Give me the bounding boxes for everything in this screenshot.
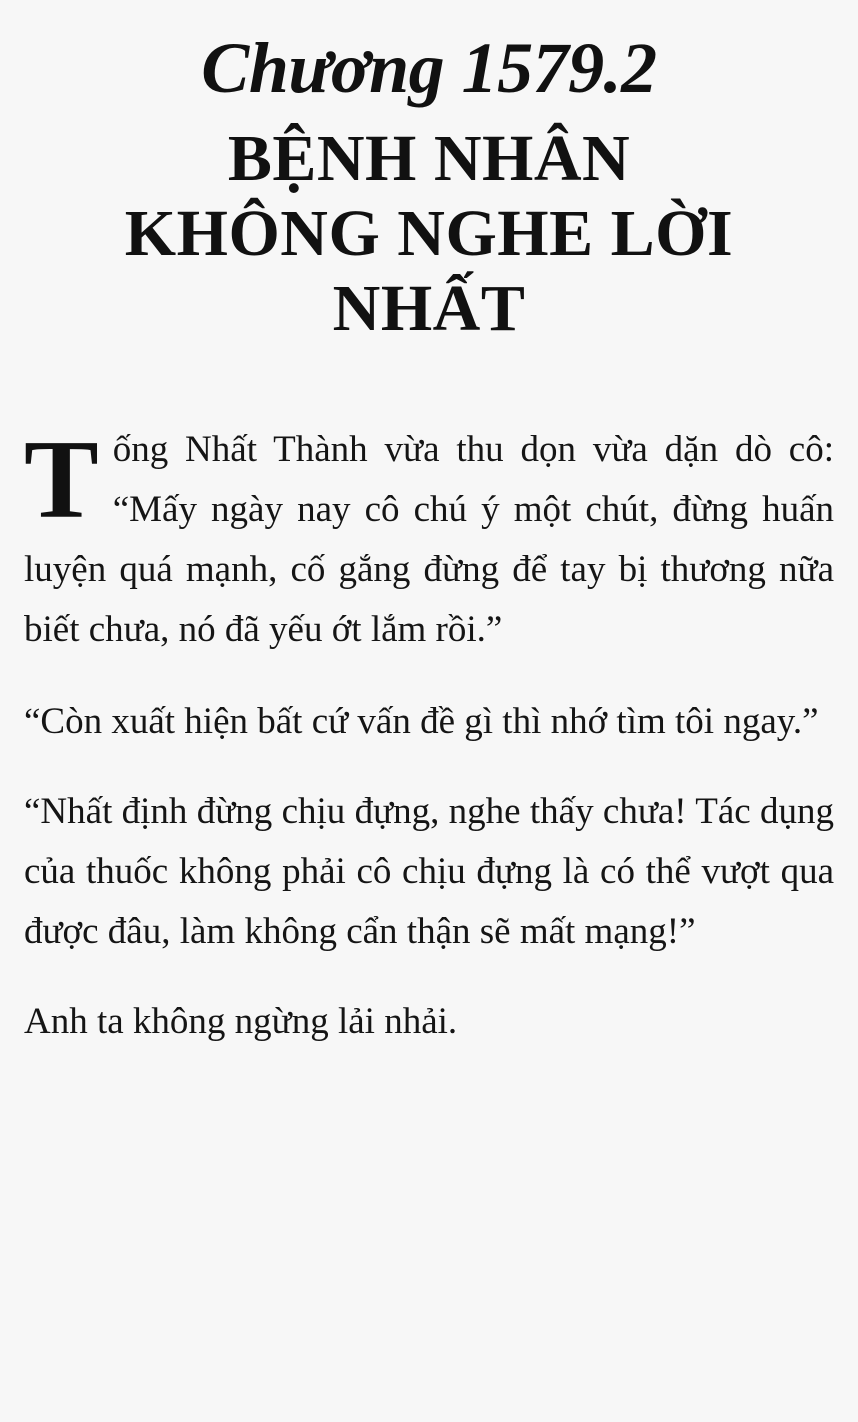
chapter-title bbox=[24, 121, 834, 347]
chapter-title-line-2: KHÔNG NGHE LỜI bbox=[124, 196, 734, 270]
chapter-body bbox=[24, 420, 834, 1051]
chapter-number: Chương 1579.2 bbox=[201, 28, 657, 108]
paragraph: Tống Nhất Thành vừa thu dọn vừa dặn dò cô: “Mấy ngày nay cô chú ý một chút, đừng huấn luyện quá mạnh, cố gắng đừng để tay bị thương nữa biết chưa, nó đã yếu ớt lắm rồi.” bbox=[24, 418, 834, 651]
chapter-title-line-3: NHẤT bbox=[332, 272, 526, 346]
paragraph: Anh ta không ngừng lải nhải. bbox=[24, 1000, 458, 1042]
chapter-title-line-1: BỆNH NHÂN bbox=[227, 121, 631, 195]
paragraph: “Còn xuất hiện bất cứ vấn đề gì thì nhớ tìm tôi ngay.” bbox=[24, 701, 819, 743]
paragraph: “Nhất định đừng chịu đựng, nghe thấy chưa! Tác dụng của thuốc không phải cô chịu đựng là có thể vượt qua được đâu, làm không cẩn thận sẽ mất mạng!” bbox=[24, 791, 834, 952]
